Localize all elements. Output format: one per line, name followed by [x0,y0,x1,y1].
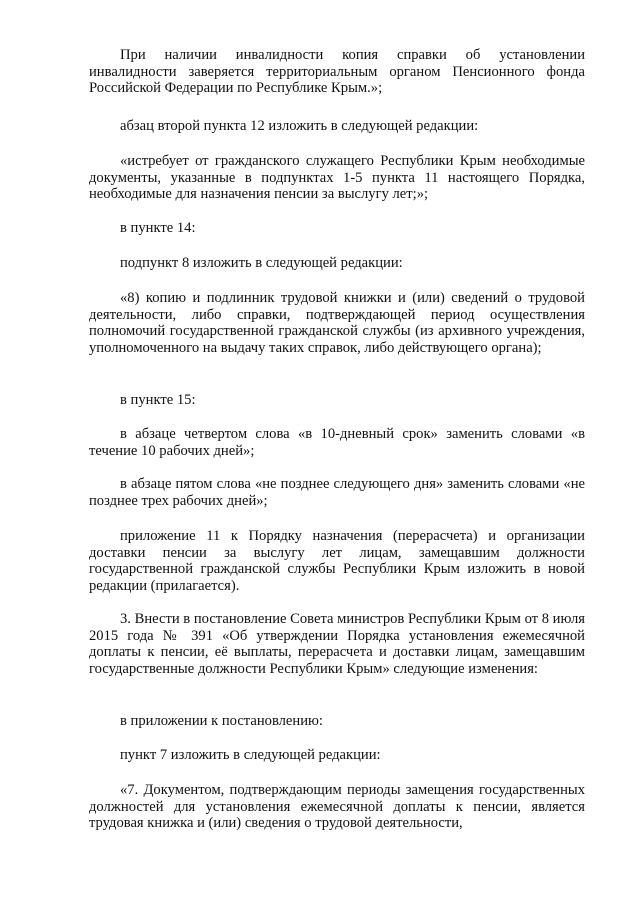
paragraph-item-7-text: «7. Документом, подтверждающим периоды замещения государственных должностей для установления ежемесячной доплаты к пенсии, является трудовая книжка и (или) сведения о трудовой деятельности, [89,782,585,832]
paragraph-work-book-copy: «8) копию и подлинник трудовой книжки и (или) сведений о трудовой деятельности, либо справки, подтверждающей период осуществления полномочий государственной гражданской службы (из архивного учреждения, уполномоченного на выдачу таких справок, либо действующего органа); [89,290,585,356]
paragraph-subitem-8: подпункт 8 изложить в следующей редакции: [120,255,403,271]
paragraph-requests-documents: «истребует от гражданского служащего Республики Крым необходимые документы, указанные в подпунктах 1-5 пункта 11 настоящего Порядка, необходимые для назначения пенсии за выслугу лет;»; [89,153,585,203]
paragraph-resolution-appendix: в приложении к постановлению: [120,713,323,729]
paragraph-fourth-subparagraph: в абзаце четвертом слова «в 10-дневный срок» заменить словами «в течение 10 рабочих дней»; [89,426,585,459]
paragraph-disability-certificate: При наличии инвалидности копия справки об установлении инвалидности заверяется территориальным органом Пенсионного фонда Российской Федерации по Республике Крым.»; [89,47,585,97]
paragraph-fifth-subparagraph: в абзаце пятом слова «не позднее следующего дня» заменить словами «не позднее трех рабочих дней»; [89,476,585,509]
paragraph-section-3: 3. Внести в постановление Совета министров Республики Крым от 8 июля 2015 года № 391 «Об утверждении Порядка установления ежемесячной доплаты к пенсии, её выплаты, перерасчета и доставки лицам, замещавшим государственные должности Республики Крым» следующие изменения: [89,611,585,677]
paragraph-appendix-11: приложение 11 к Порядку назначения (перерасчета) и организации доставки пенсии за выслугу лет лицам, замещавшим должности государственной гражданской службы Республики Крым изложить в новой редакции (прилагается). [89,528,585,594]
paragraph-item-14: в пункте 14: [120,220,196,236]
paragraph-item-15: в пункте 15: [120,392,196,408]
paragraph-item-12: абзац второй пункта 12 изложить в следующей редакции: [120,118,479,134]
paragraph-item-7: пункт 7 изложить в следующей редакции: [120,747,381,763]
